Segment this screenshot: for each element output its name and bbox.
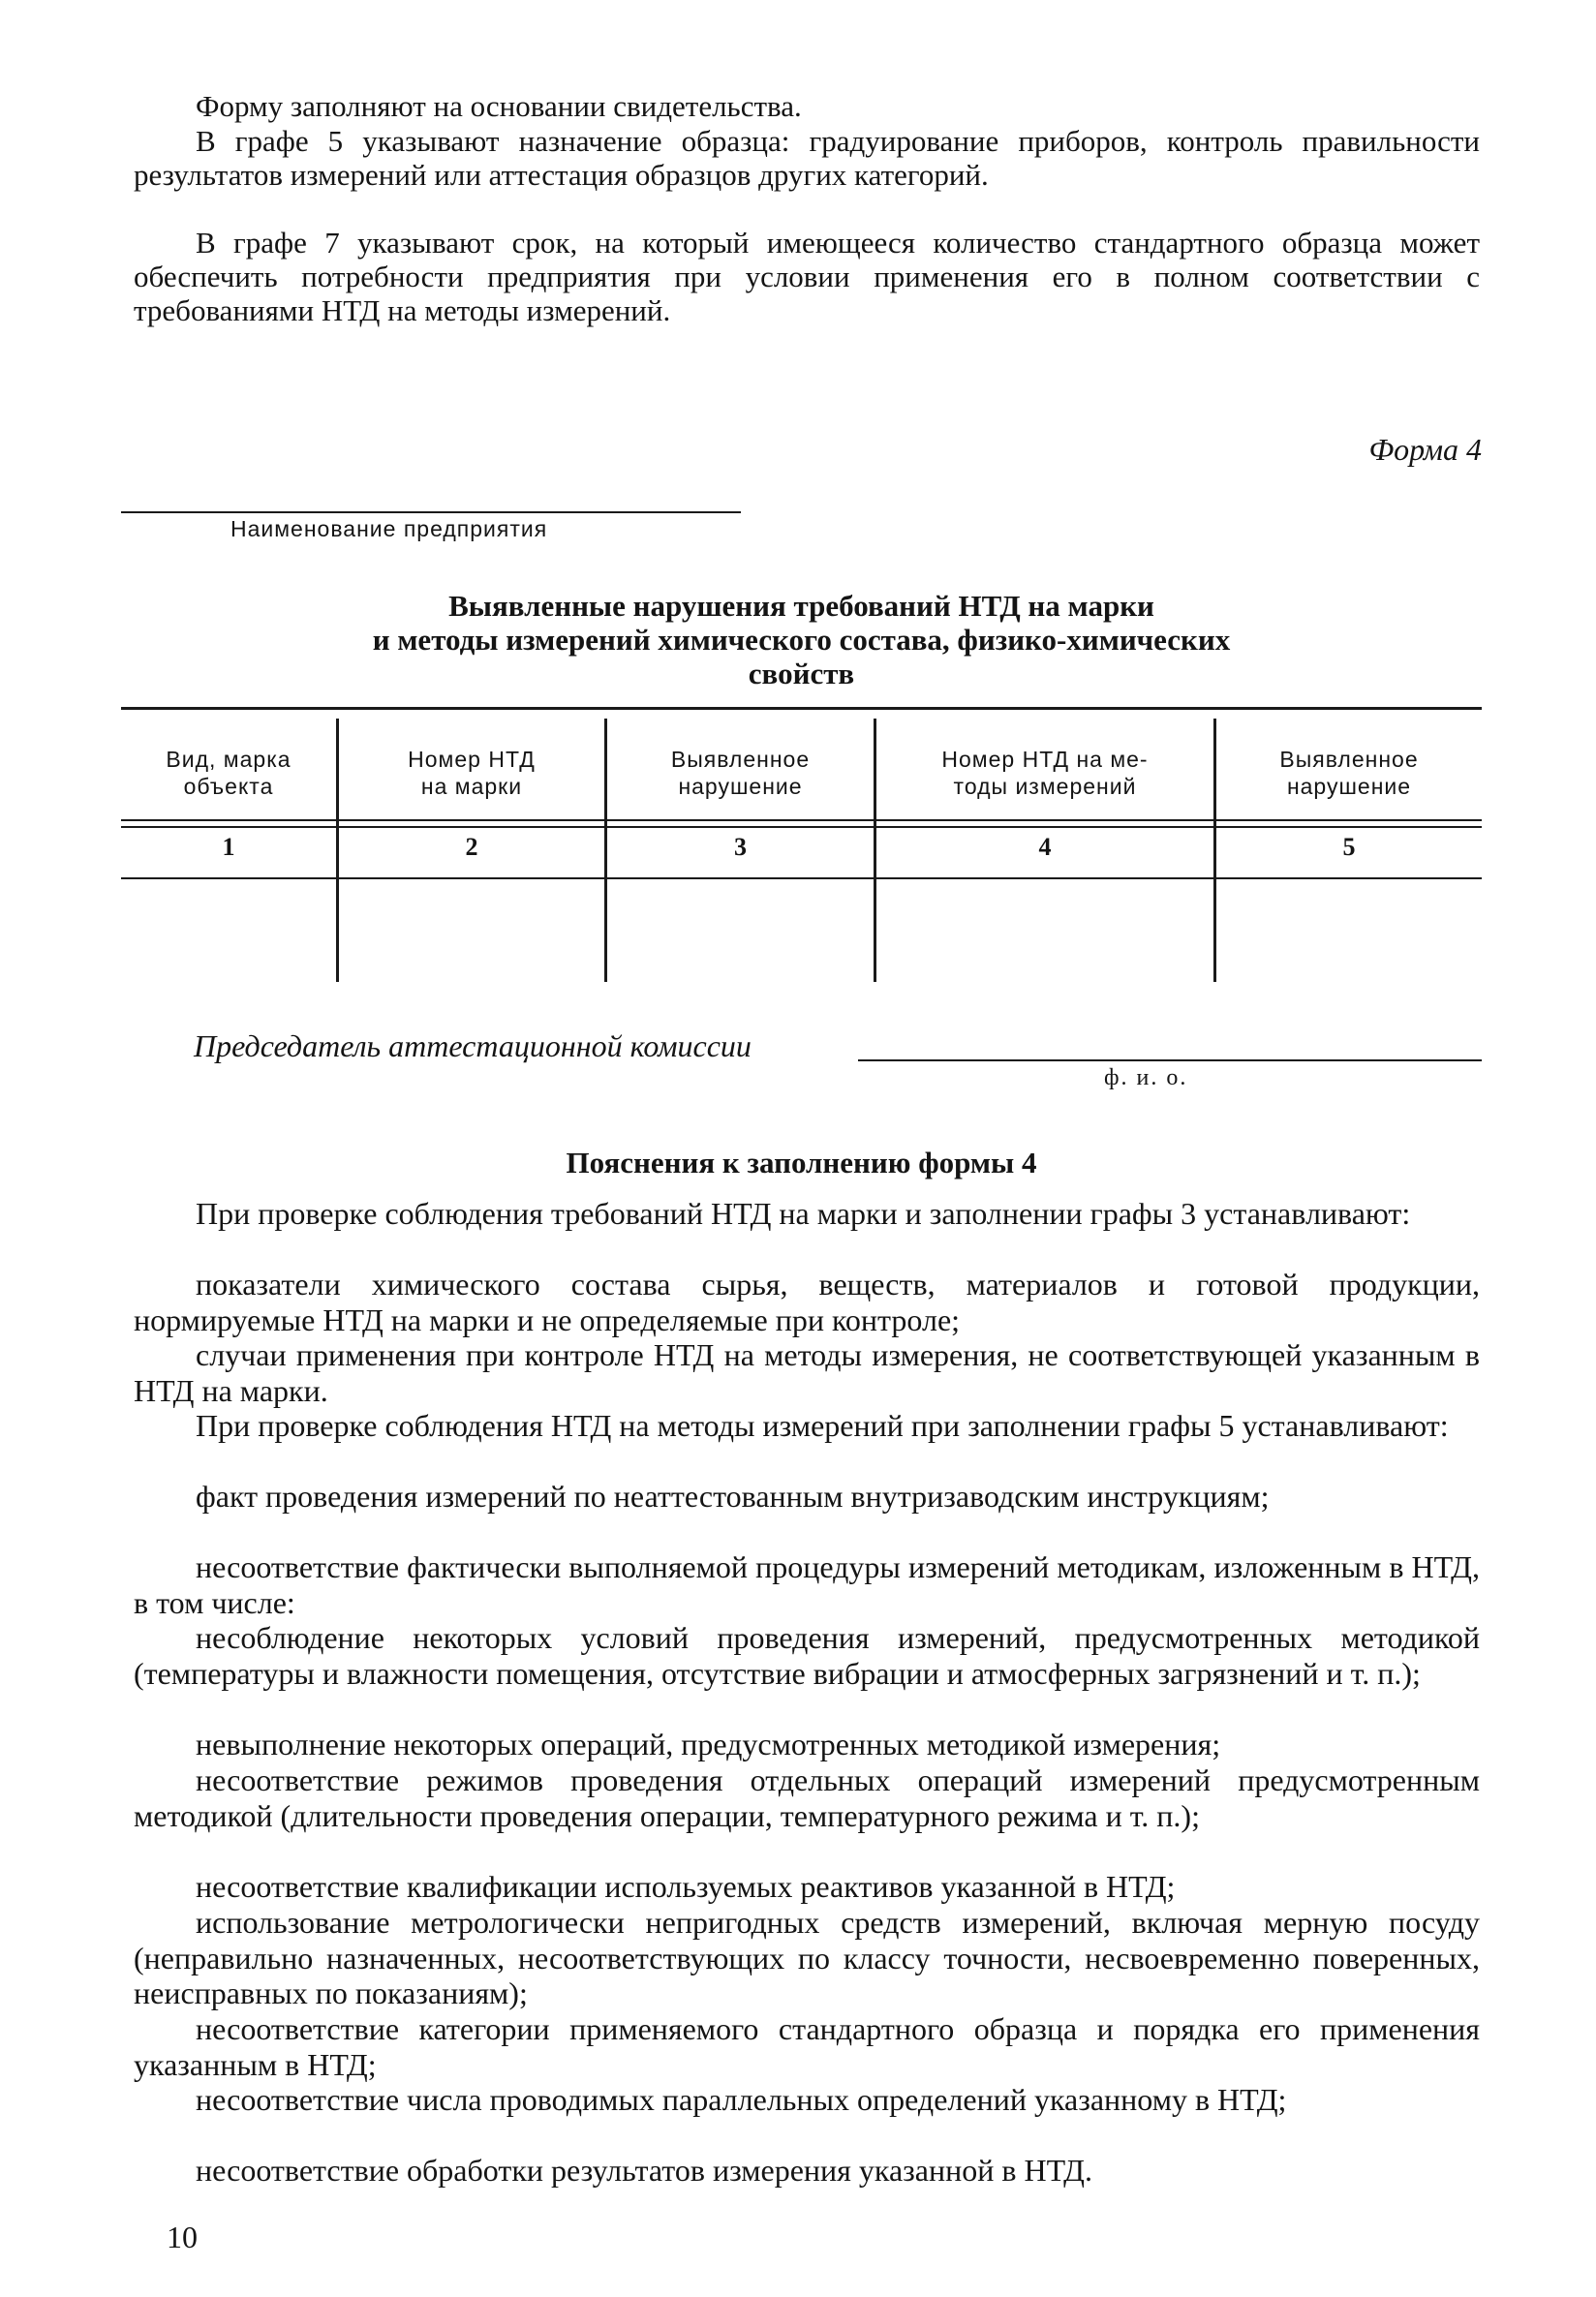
table-header-divider <box>121 819 1482 821</box>
form-title-line: Выявленные нарушения требований НТД на марки <box>448 589 1154 623</box>
intro-paragraph: Форму заполняют на основании свидетельства. <box>196 89 802 123</box>
body-paragraph: случаи применения при контроле НТД на методы измерения, не соответствующей указанным в НТД на марки. <box>134 1337 1480 1408</box>
column-number: 5 <box>1342 833 1356 861</box>
table-header-cell: Номер НТД на марки <box>408 747 536 799</box>
body-paragraph: использование метрологически непригодных средств измерений, включая мерную посуду (неправильно назначенных, несоответствующих по классу точности, несвоевременно поверенных, неисправных по показаниям); <box>134 1905 1480 2010</box>
table-number-divider <box>121 877 1482 879</box>
body-paragraph: несоблюдение некоторых условий проведения измерений, предусмотренных методикой (температуры и влажности помещения, отсутствие вибрации и атмосферных загрязнений и т. п.); <box>134 1620 1480 1691</box>
body-paragraph: несоответствие квалификации используемых реактивов указанной в НТД; <box>196 1869 1176 1904</box>
table-header-cell: Выявленное нарушение <box>670 747 811 799</box>
table-header-cell: Номер НТД на ме- тоды измерений <box>941 747 1149 799</box>
body-paragraph: несоответствие числа проводимых параллельных определений указанному в НТД; <box>196 2082 1287 2117</box>
body-paragraph: несоответствие режимов проведения отдельных операций измерений предусмотренным методикой (длительности проведения операции, температурного режима и т. п.); <box>134 1762 1480 1833</box>
form-title-line: и методы измерений химического состава, физико-химических <box>372 623 1231 657</box>
fio-caption: ф. и. о. <box>1104 1065 1188 1090</box>
body-paragraph: несоответствие фактически выполняемой процедуры измерений методикам, изложенным в НТД, в том числе: <box>134 1549 1480 1620</box>
column-number: 3 <box>734 833 747 861</box>
body-paragraph: несоответствие категории применяемого стандартного образца и порядка его применения указанным в НТД; <box>134 2011 1480 2082</box>
body-paragraph: При проверке соблюдения требований НТД на марки и заполнении графы 3 устанавливают: <box>196 1196 1411 1231</box>
table-header-cell: Вид, марка объекта <box>166 747 292 799</box>
table-header-cell: Выявленное нарушение <box>1279 747 1419 799</box>
column-number: 1 <box>222 833 235 861</box>
table-header-divider <box>121 826 1482 828</box>
form-title-line: свойств <box>748 657 855 690</box>
chairman-label: Председатель аттестационной комиссии <box>194 1028 752 1063</box>
body-paragraph: факт проведения измерений по неаттестованным внутризаводским инструкциям; <box>196 1479 1270 1514</box>
enterprise-caption: Наименование предприятия <box>230 516 548 541</box>
intro-paragraph: В графе 5 указывают назначение образца: градуирование приборов, контроль правильности результатов измерений или аттестация образцов других категорий. <box>134 124 1480 192</box>
signature-line <box>858 1059 1482 1061</box>
column-number: 4 <box>1038 833 1052 861</box>
body-paragraph: несоответствие обработки результатов измерения указанной в НТД. <box>196 2153 1092 2188</box>
page-number: 10 <box>167 2220 198 2254</box>
body-paragraph: показатели химического состава сырья, веществ, материалов и готовой продукции, нормируемые НТД на марки и не определяемые при контроле; <box>134 1267 1480 1337</box>
body-paragraph: невыполнение некоторых операций, предусмотренных методикой измерения; <box>196 1727 1221 1761</box>
intro-paragraph: В графе 7 указывают срок, на который имеющееся количество стандартного образца может обеспечить потребности предприятия при условии применения его в полном соответствии с требованиями НТД на методы измерений. <box>134 226 1480 327</box>
column-number: 2 <box>465 833 478 861</box>
body-paragraph: При проверке соблюдения НТД на методы измерений при заполнении графы 5 устанавливают: <box>196 1408 1449 1443</box>
form-label: Форма 4 <box>1368 432 1482 467</box>
enterprise-line <box>121 511 741 513</box>
form-title <box>121 589 1482 690</box>
table-top-border <box>121 707 1482 710</box>
explanations-title: Пояснения к заполнению формы 4 <box>566 1146 1037 1179</box>
